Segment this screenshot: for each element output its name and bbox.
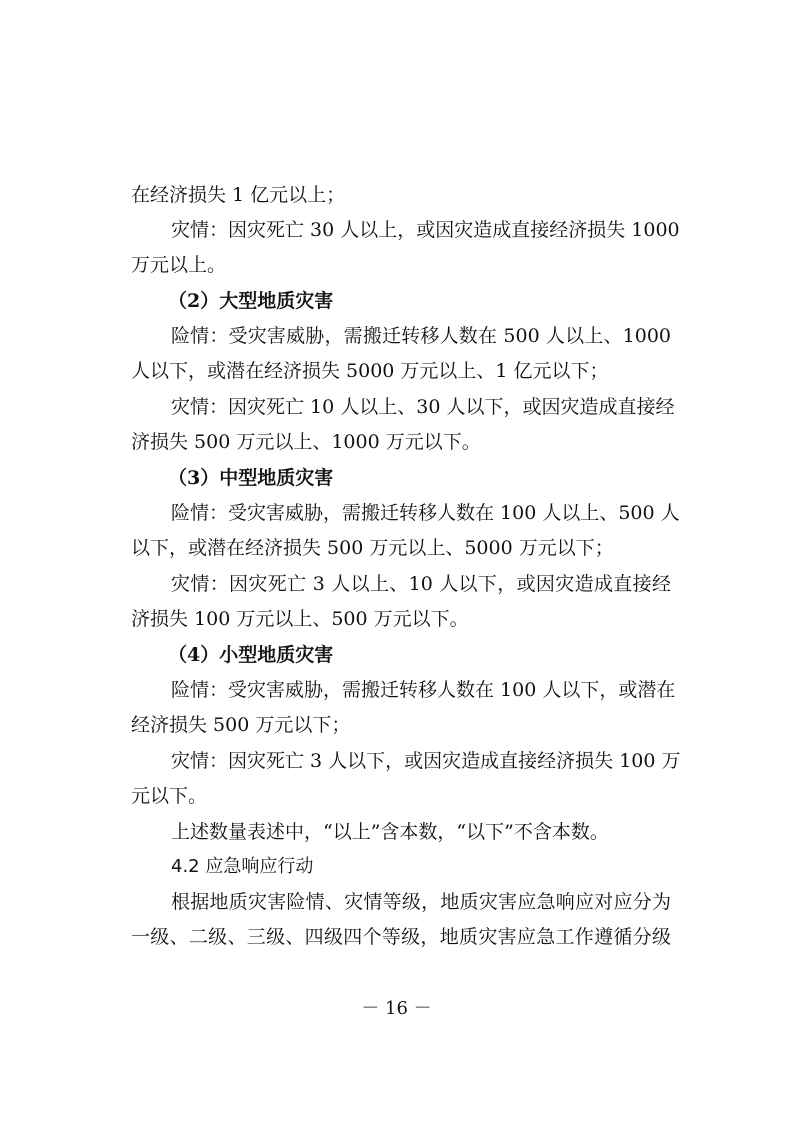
- paragraph-line: 一级、二级、三级、四级四个等级，地质灾害应急工作遵循分级: [131, 926, 671, 948]
- paragraph-line: 万元以上。: [131, 254, 227, 276]
- paragraph-line: 济损失 100 万元以上、500 万元以下。: [131, 608, 469, 630]
- section-heading-large-disaster: （2）大型地质灾害: [168, 290, 334, 312]
- paragraph-line: 人以下，或潜在经济损失 5000 万元以上、1 亿元以下；: [131, 360, 609, 382]
- paragraph-line: 经济损失 500 万元以下；: [131, 714, 351, 736]
- section-heading-response-actions: 4.2 应急响应行动: [171, 856, 314, 877]
- paragraph-line: 元以下。: [131, 785, 208, 807]
- page-number: － 16 －: [361, 998, 432, 1019]
- paragraph-line: 灾情：因灾死亡 3 人以上、10 人以下，或因灾造成直接经: [171, 573, 671, 595]
- paragraph-line: 在经济损失 1 亿元以上；: [131, 184, 346, 206]
- section-heading-medium-disaster: （3）中型地质灾害: [168, 467, 334, 489]
- paragraph-line: 灾情：因灾死亡 10 人以上、30 人以下，或因灾造成直接经: [171, 396, 675, 418]
- paragraph-line: 以下，或潜在经济损失 500 万元以上、5000 万元以下；: [131, 537, 614, 559]
- paragraph-line: 险情：受灾害威胁，需搬迁转移人数在 100 人以下，或潜在: [171, 679, 676, 701]
- paragraph-line: 根据地质灾害险情、灾情等级，地质灾害应急响应对应分为: [171, 891, 671, 913]
- section-heading-small-disaster: （4）小型地质灾害: [168, 644, 334, 666]
- paragraph-line: 济损失 500 万元以上、1000 万元以下。: [131, 431, 481, 453]
- paragraph-line: 灾情：因灾死亡 30 人以上，或因灾造成直接经济损失 1000: [171, 219, 680, 241]
- paragraph-line: 灾情：因灾死亡 3 人以下，或因灾造成直接经济损失 100 万: [171, 750, 681, 772]
- paragraph-line: 上述数量表述中，“以上”含本数，“以下”不含本数。: [171, 821, 609, 843]
- paragraph-line: 险情：受灾害威胁，需搬迁转移人数在 100 人以上、500 人: [171, 502, 680, 524]
- paragraph-line: 险情：受灾害威胁，需搬迁转移人数在 500 人以上、1000: [171, 325, 671, 347]
